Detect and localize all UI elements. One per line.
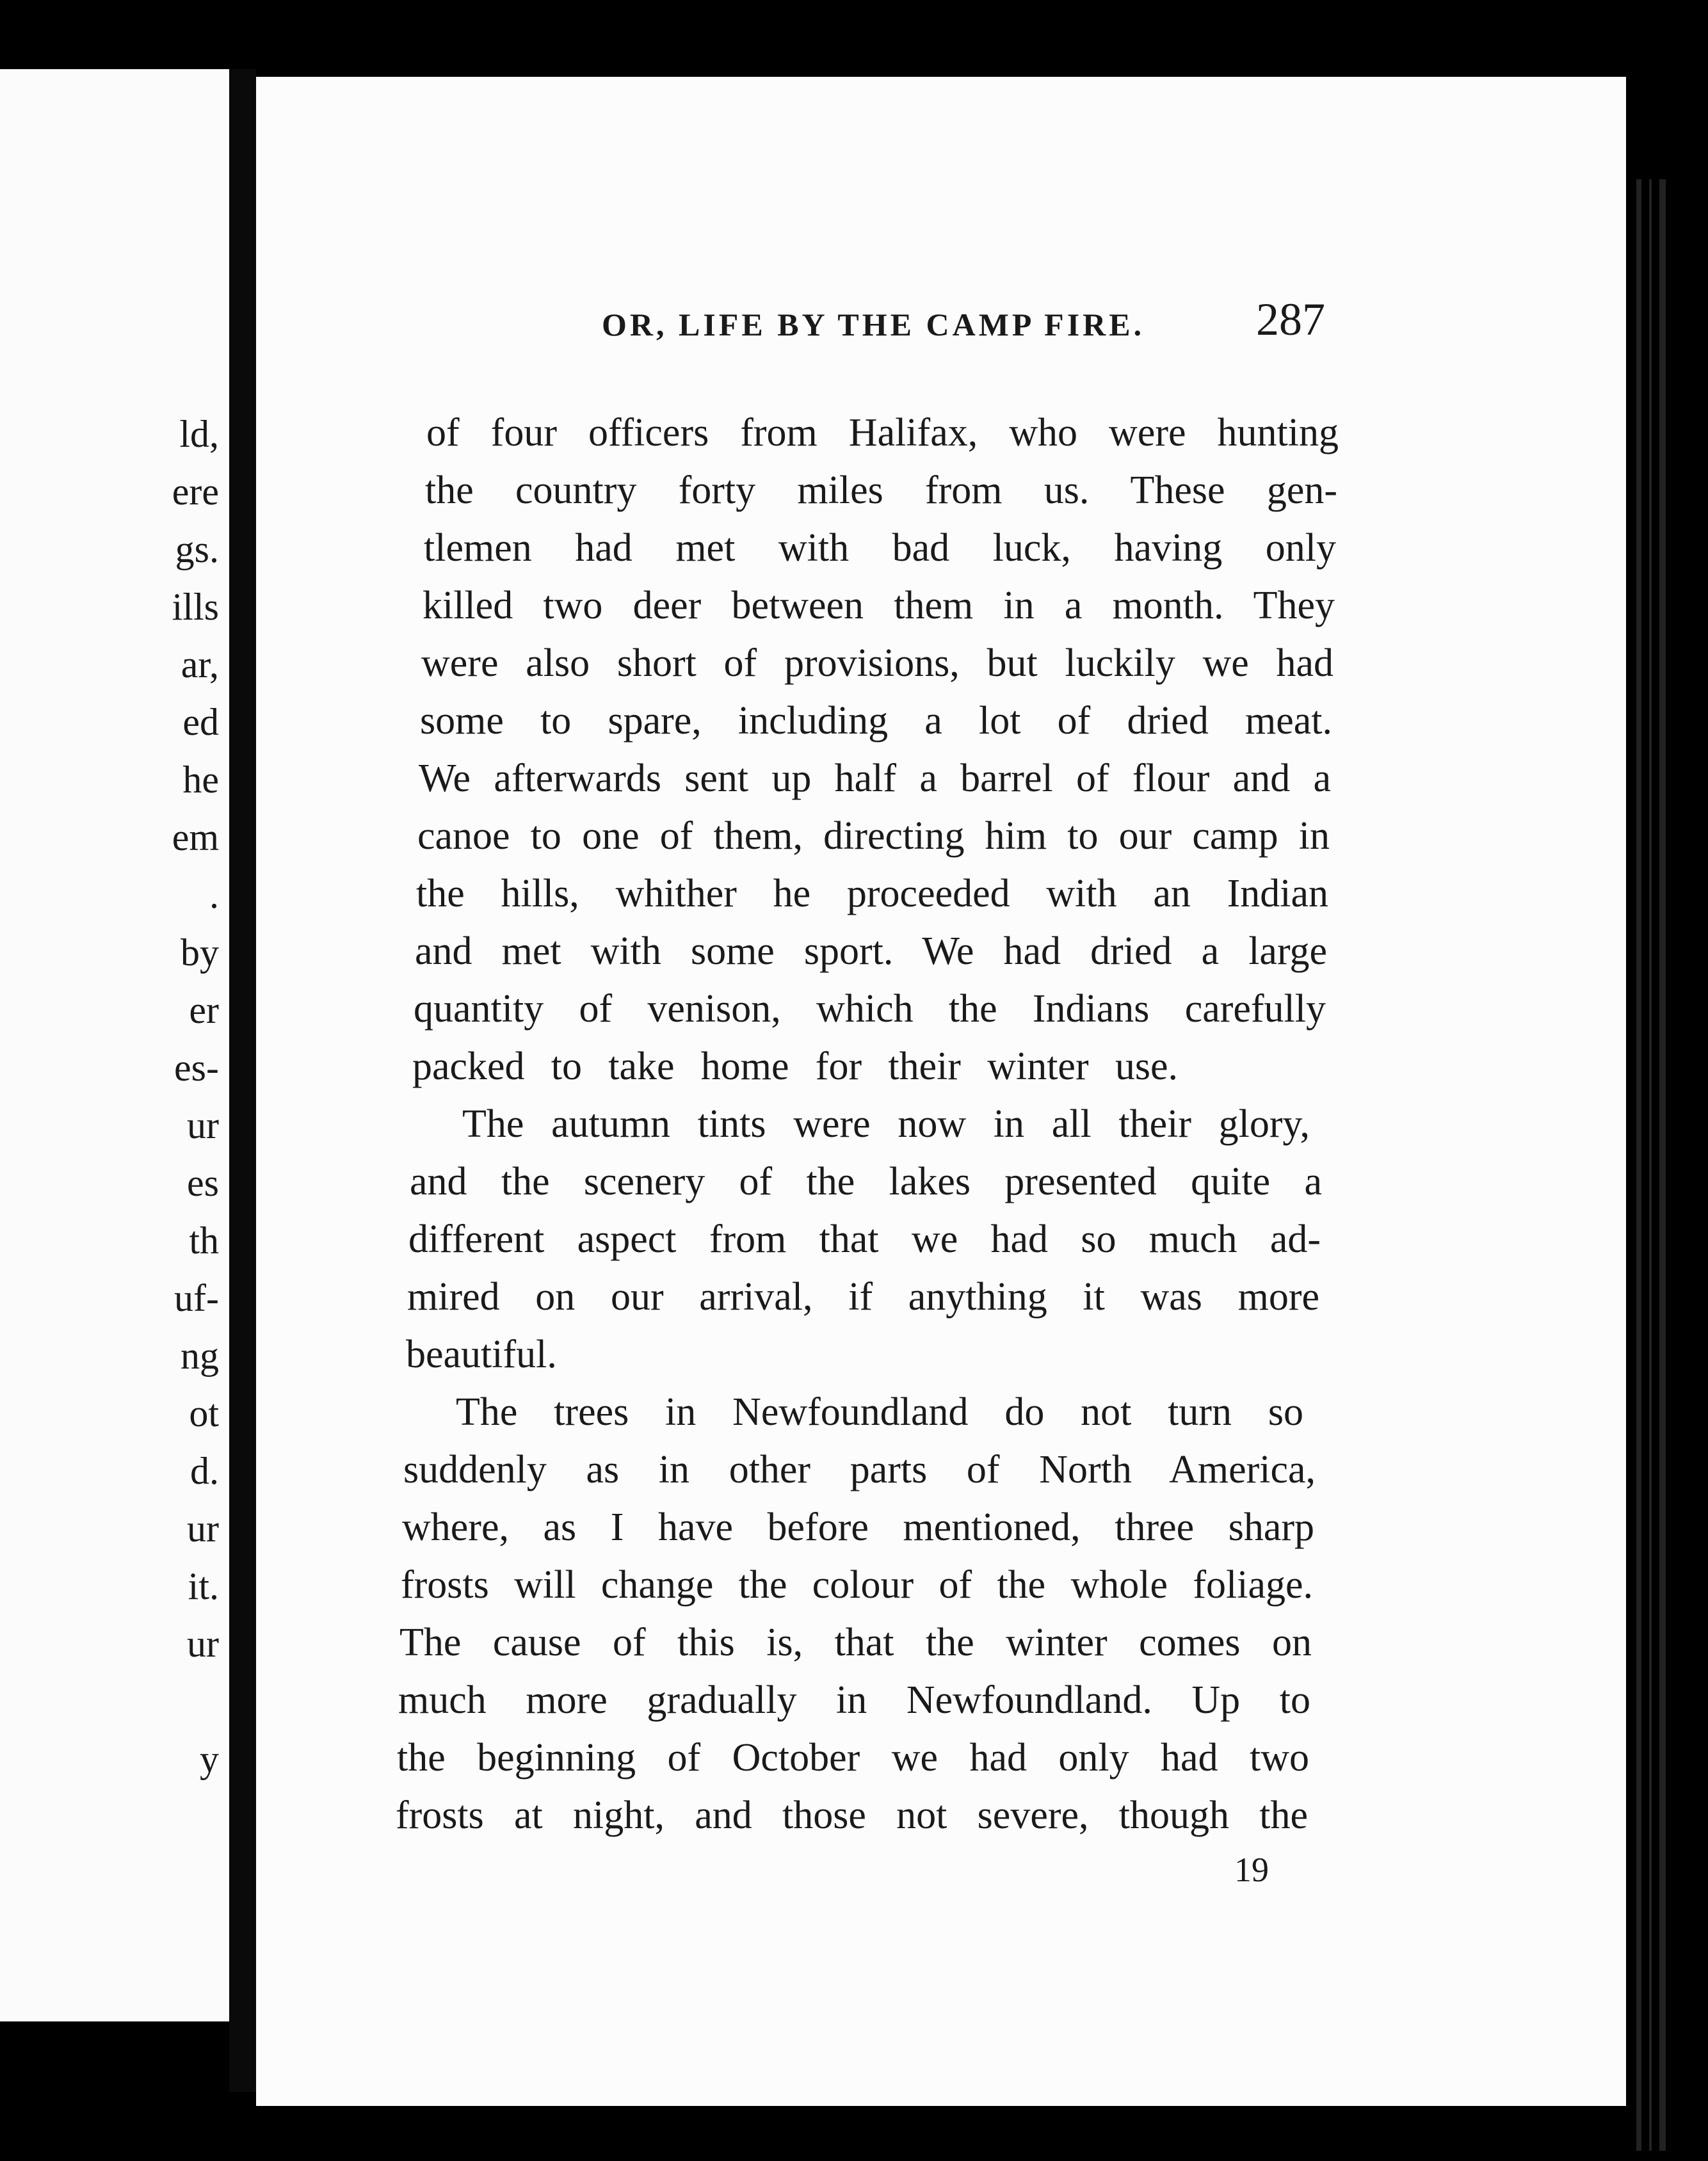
text-line: The autumn tints were now in all their glory, (462, 1102, 1310, 1146)
left-page-fragment: gs. (175, 528, 219, 570)
page-edge-line (1649, 179, 1652, 2151)
text-line: of four officers from Halifax, who were hunting (426, 411, 1339, 454)
text-line: the beginning of October we had only had two (397, 1736, 1309, 1779)
text-line: tlemen had met with bad luck, having only (424, 526, 1336, 570)
left-page-fragment: it. (188, 1565, 219, 1607)
left-page-fragment: y (200, 1738, 219, 1780)
signature-mark: 19 (1234, 1851, 1269, 1889)
left-page-fragment: ills (172, 586, 219, 628)
left-page-fragment: th (189, 1219, 219, 1262)
text-line: quantity of venison, which the Indians carefully (414, 987, 1326, 1031)
left-page-fragment: d. (190, 1450, 219, 1492)
left-page-fragment: . (209, 874, 219, 916)
text-line: The cause of this is, that the winter comes on (399, 1621, 1312, 1664)
text-line: killed two deer between them in a month. They (423, 584, 1335, 627)
left-page-fragment: ed (182, 701, 219, 743)
left-page-fragment: ar, (181, 643, 219, 686)
running-head: OR, LIFE BY THE CAMP FIRE. (602, 307, 1145, 342)
text-line: We afterwards sent up half a barrel of flour and a (419, 757, 1331, 800)
left-page-fragment: he (182, 759, 219, 801)
left-page-fragment: by (181, 931, 219, 974)
left-page-fragment: ot (189, 1392, 219, 1434)
text-line: some to spare, including a lot of dried meat. (420, 699, 1332, 743)
page-edge-line (1659, 179, 1666, 2151)
page-edge-line (1636, 179, 1641, 2151)
text-line: much more gradually in Newfoundland. Up to (398, 1678, 1310, 1722)
page-header (602, 293, 1325, 351)
text-line: the country forty miles from us. These gen- (425, 469, 1337, 512)
left-page-fragment: ere (172, 470, 219, 513)
left-page-fragment: ng (181, 1335, 219, 1377)
left-page-fragment: uf- (174, 1277, 219, 1319)
left-page-fragment: es- (174, 1047, 219, 1089)
text-line: were also short of provisions, but luckily we had (421, 641, 1333, 685)
text-line: and the scenery of the lakes presented quite a (410, 1160, 1322, 1203)
text-line: frosts will change the colour of the whole foliage. (401, 1563, 1313, 1607)
book-gutter (229, 69, 256, 2092)
left-page-fragment: ur (187, 1507, 219, 1550)
text-line: The trees in Newfoundland do not turn so (456, 1390, 1303, 1434)
left-page-fragment: ur (187, 1623, 219, 1665)
left-page-fragment: ur (187, 1104, 219, 1146)
left-page-fragment: ld, (179, 413, 219, 455)
text-line: different aspect from that we had so much ad- (408, 1217, 1321, 1261)
text-line: mired on our arrival, if anything it was more (407, 1275, 1319, 1319)
text-line: the hills, whither he proceeded with an Indian (416, 872, 1328, 915)
text-line: beautiful. (406, 1333, 557, 1376)
page-number: 287 (1256, 294, 1325, 345)
text-line: and met with some sport. We had dried a large (415, 929, 1327, 973)
left-page-fragment: es (187, 1162, 219, 1204)
left-page-fragment: em (172, 816, 219, 858)
text-line: frosts at night, and those not severe, though the (396, 1794, 1308, 1837)
text-line: suddenly as in other parts of North America, (403, 1448, 1316, 1491)
text-line: where, as I have before mentioned, three sharp (402, 1506, 1314, 1549)
left-page (0, 69, 229, 2021)
left-page-fragment: er (189, 989, 219, 1031)
text-line: canoe to one of them, directing him to our camp in (417, 814, 1330, 858)
text-line: packed to take home for their winter use. (412, 1045, 1178, 1088)
